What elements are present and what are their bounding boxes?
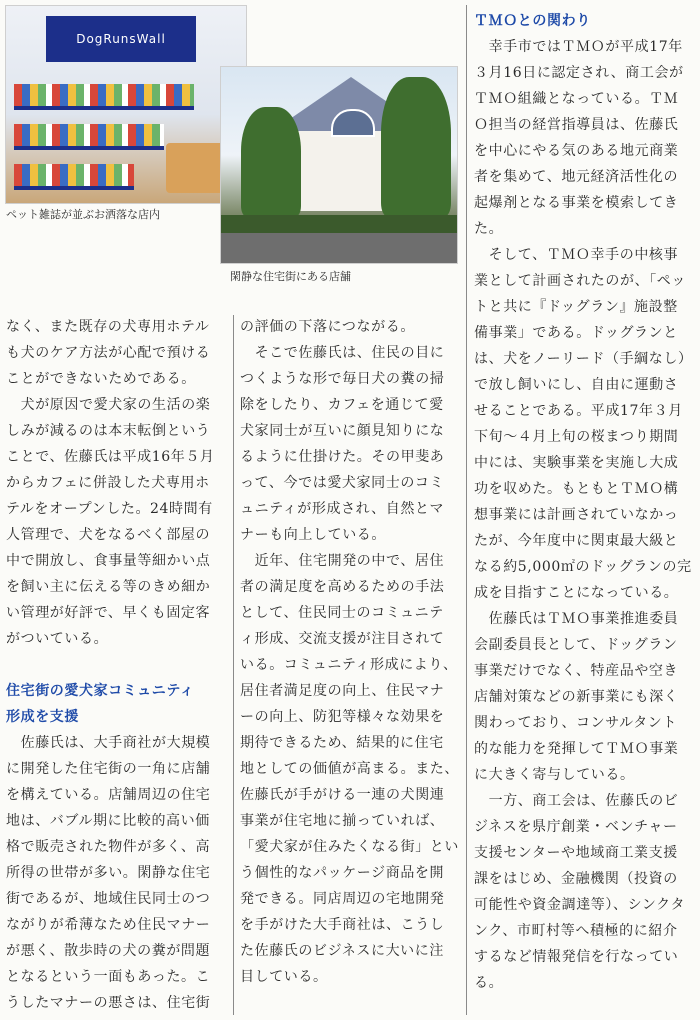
text-line: 起爆剤となる事業を模索してき <box>474 195 679 211</box>
text-line: トと共に『ドッグラン』施設整 <box>474 299 678 315</box>
text-line: ナーも向上している。 <box>240 527 386 543</box>
text-line: 「愛犬家が住みたくなる街」とい <box>240 839 459 855</box>
text-line: 佐藤氏が手がける一連の犬関連 <box>240 787 445 803</box>
text-line: も犬のケア方法が心配で預ける <box>6 345 211 361</box>
text-line: 関わっており、コンサルタント <box>474 715 677 731</box>
text-line: テルをオープンした。24時間有 <box>6 501 213 517</box>
text-line: ィ形成、交流支援が注目されて <box>240 631 445 647</box>
text-line: 会副委員長として、ドッグラン <box>474 637 678 653</box>
text-line: するなど情報発信を行なってい <box>474 949 679 965</box>
text-line: 犬が原因で愛犬家の生活の楽 <box>6 397 211 413</box>
text-line: は、犬をノーリード（手綱なし） <box>474 351 693 367</box>
text-line: 成を目指すことになっている。 <box>474 585 679 601</box>
text-line: ジネスを県庁創業・ベンチャー <box>474 819 678 835</box>
text-line: 格で販売された物件が多く、高 <box>6 839 211 855</box>
column-divider <box>466 5 467 1015</box>
storefront-photo <box>220 66 458 264</box>
text-line: がついている。 <box>6 631 109 647</box>
text-line: を構えている。店舗周辺の住宅 <box>6 787 211 803</box>
text-line: 事業だけでなく、特産品や空き <box>474 663 679 679</box>
text-line: 一方、商工会は、佐藤氏のビ <box>474 793 679 809</box>
text-line: た佐藤氏のビジネスに大いに注 <box>240 943 444 959</box>
text-line: 人管理で、犬をなるべく部屋の <box>6 527 211 543</box>
text-line: せることである。平成17年３月 <box>474 403 683 419</box>
text-line: として、住民同士のコミュニテ <box>240 605 444 621</box>
storefront-photo-caption: 閑静な住宅街にある店舗 <box>230 270 351 283</box>
text-line: うしたマナーの悪さは、住宅街 <box>6 995 211 1011</box>
text-line: 課をはじめ、金融機関（投資の <box>474 871 678 887</box>
text-line: る。 <box>474 975 504 991</box>
text-line: 発できる。同店周辺の宅地開発 <box>240 891 445 907</box>
text-line: 事業が住宅地に揃っていれば、 <box>240 813 445 829</box>
text-line: ながりが希薄なため住民マナー <box>6 917 211 933</box>
text-line: 除をしたり、カフェを通じて愛 <box>240 397 444 413</box>
text-line: からカフェに併設した犬専用ホ <box>6 475 210 491</box>
text-line: い管理が好評で、早くも固定客 <box>6 605 211 621</box>
text-line: が悪く、散歩時の犬の糞が問題 <box>6 943 211 959</box>
text-line: 近年、住宅開発の中で、居住 <box>240 553 445 569</box>
text-line: ３月16日に認定され、商工会が <box>474 65 684 81</box>
text-line: 業として計画されたのが、「ペッ <box>474 273 686 289</box>
text-line: となるという一面もあった。こ <box>6 969 211 985</box>
text-line: 店舗対策などの新事業にも深く <box>474 689 679 705</box>
tree <box>381 77 451 217</box>
text-line: いる。コミュニティ形成により、 <box>240 657 458 673</box>
text-line: 犬家同士が互いに顔見知りにな <box>240 423 445 439</box>
text-line: に大きく寄与している。 <box>474 767 635 783</box>
text-line: 者の満足度を高めるための手法 <box>240 579 445 595</box>
magazine-shelf <box>14 124 164 150</box>
text-line: 佐藤氏はＴＭＯ事業推進委員 <box>474 611 679 627</box>
text-line: そして、ＴＭＯ幸手の中核事 <box>474 247 679 263</box>
text-line: た。 <box>474 221 504 237</box>
text-line: ンク、市町村等へ積極的に紹介 <box>474 923 678 939</box>
text-line: るように仕掛けた。その甲斐あ <box>240 449 445 465</box>
column-divider <box>233 315 234 1015</box>
text-line: 下旬～４月上旬の桜まつり期間 <box>474 429 679 445</box>
text-line: Ｏ担当の経営指導員は、佐藤氏 <box>474 117 679 133</box>
text-line: ュニティが形成され、自然とマ <box>240 501 445 517</box>
text-line: って、今では愛犬家同士のコミ <box>240 475 445 491</box>
arched-window <box>331 109 375 137</box>
text-line: なる約5,000㎡のドッグランの完 <box>474 559 692 575</box>
text-line: 想事業には計画されていなかっ <box>474 507 679 523</box>
text-line: 幸手市ではＴＭＯが平成17年 <box>474 39 683 55</box>
section-heading: ＴＭＯとの関わり <box>474 13 591 29</box>
text-line: 的な能力を発揮してＴＭＯ事業 <box>474 741 679 757</box>
text-line: 備事業」である。ドッグランと <box>474 325 678 341</box>
text-line: う個性的なパッケージ商品を開 <box>240 865 445 881</box>
text-line: 者を集めて、地元経済活性化の <box>474 169 679 185</box>
text-line: で放し飼いにし、自由に運動さ <box>474 377 679 393</box>
tree <box>241 107 301 217</box>
magazine-shelf <box>14 164 134 190</box>
text-line: 地は、バブル期に比較的高い価 <box>6 813 210 829</box>
section-heading: 形成を支援 <box>6 709 79 725</box>
text-line: ことで、佐藤氏は平成16年５月 <box>6 449 215 465</box>
shop-photo-caption: ペット雑誌が並ぶお洒落な店内 <box>6 208 160 221</box>
text-line: を飼い主に伝える等のきめ細か <box>6 579 211 595</box>
magazine-shelf <box>14 84 194 110</box>
text-line: ーの向上、防犯等様々な効果を <box>240 709 445 725</box>
article-column-3 <box>474 8 693 996</box>
text-line: ＴＭＯ組織となっている。ＴＭ <box>474 91 679 107</box>
text-line: 期待できるため、結果的に住宅 <box>240 735 444 751</box>
text-line: しみが減るのは本末転倒という <box>6 423 211 439</box>
text-line: 中で開放し、食事量等細かい点 <box>6 553 211 569</box>
shop-interior-photo <box>5 5 247 204</box>
text-line: ことができないためである。 <box>6 371 196 387</box>
text-line: 中には、実験事業を実施し大成 <box>474 455 679 471</box>
text-line: 佐藤氏は、大手商社が大規模 <box>6 735 211 751</box>
text-line: そこで佐藤氏は、住民の目に <box>240 345 445 361</box>
text-line: に開発した住宅街の一角に店舗 <box>6 761 211 777</box>
article-column-1 <box>6 314 215 1016</box>
text-line: 居住者満足度の向上、住民マナ <box>240 683 445 699</box>
text-line: 支援センターや地域商工業支援 <box>474 845 678 861</box>
section-heading: 住宅街の愛犬家コミュニティ <box>6 683 195 699</box>
hedge <box>221 215 457 233</box>
text-line: 可能性や資金調達等）、シンクタ <box>474 897 686 913</box>
store-sign: DogRunsWall <box>46 16 196 62</box>
text-line: を手がけた大手商社は、こうし <box>240 917 445 933</box>
text-line: なく、また既存の犬専用ホテル <box>6 319 210 335</box>
text-line: を中心にやる気のある地元商業 <box>474 143 679 159</box>
road <box>221 233 457 263</box>
text-line: 所得の世帯が多い。閑静な住宅 <box>6 865 211 881</box>
text-line: の評価の下落につながる。 <box>240 319 415 335</box>
text-line: 功を収めた。もともとＴＭＯ構 <box>474 481 679 497</box>
text-line: 地としての価値が高まる。また、 <box>240 761 459 777</box>
spacer <box>6 652 215 678</box>
text-line: つくような形で毎日犬の糞の掃 <box>240 371 445 387</box>
text-line: 目している。 <box>240 969 328 985</box>
article-column-2 <box>240 314 459 990</box>
text-line: たが、今年度中に関東最大級と <box>474 533 679 549</box>
text-line: 街であるが、地域住民同士のつ <box>6 891 211 907</box>
